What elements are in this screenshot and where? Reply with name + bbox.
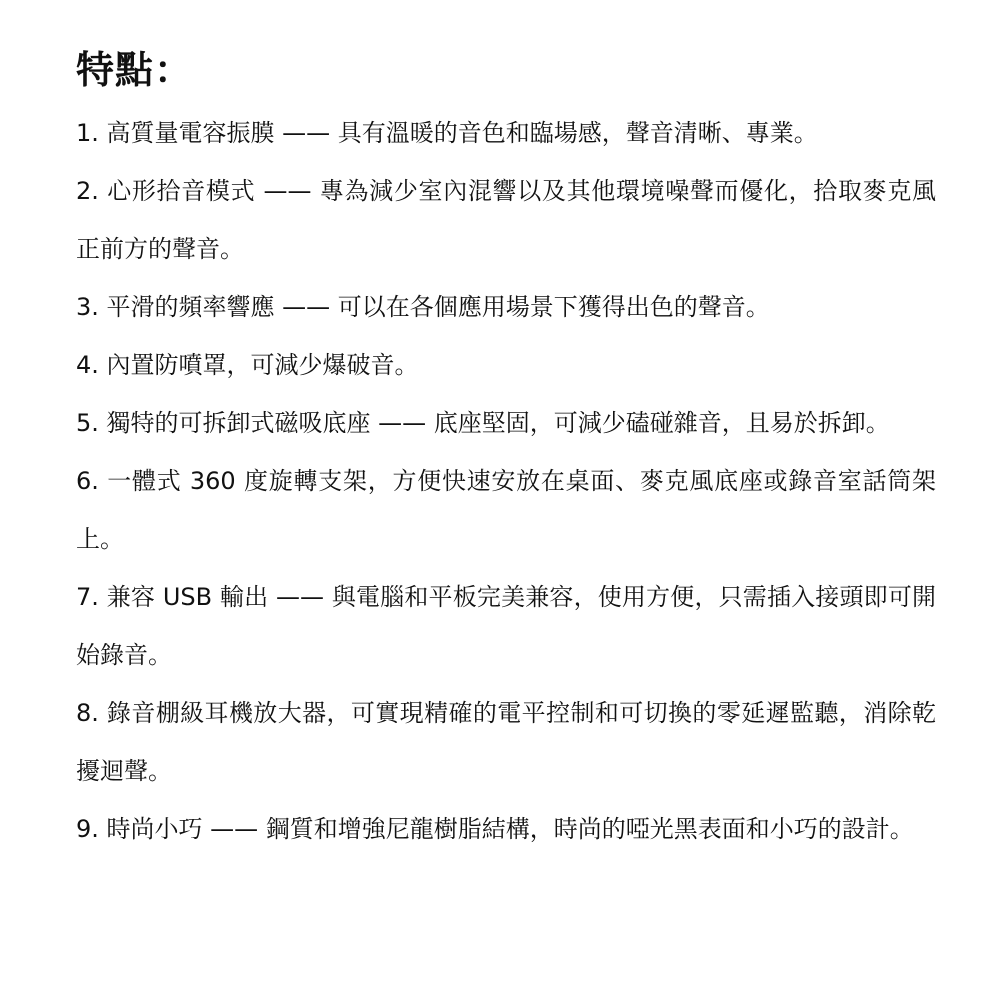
- feature-item-3: 3. 平滑的頻率響應 —— 可以在各個應用場景下獲得出色的聲音。: [76, 293, 770, 321]
- feature-item-5: 5. 獨特的可拆卸式磁吸底座 —— 底座堅固，可減少磕碰雜音，且易於拆卸。: [76, 409, 890, 437]
- feature-item-7: 7. 兼容 USB 輸出 —— 與電腦和平板完美兼容，使用方便，只需插入接頭即可開始錄音。: [76, 583, 936, 669]
- feature-item-9: 9. 時尚小巧 —— 鋼質和增強尼龍樹脂結構，時尚的啞光黑表面和小巧的設計。: [76, 815, 914, 843]
- feature-item-1: 1. 高質量電容振膜 —— 具有溫暖的音色和臨場感，聲音清晰、專業。: [76, 119, 818, 147]
- feature-item-2: 2. 心形拾音模式 —— 專為減少室內混響以及其他環境噪聲而優化，拾取麥克風正前方的聲音。: [76, 177, 936, 263]
- page-title: 特點：: [76, 48, 194, 92]
- feature-item-8: 8. 錄音棚級耳機放大器，可實現精確的電平控制和可切換的零延遲監聽，消除乾擾迴聲。: [76, 699, 936, 785]
- feature-list: [76, 104, 936, 858]
- feature-item-6: 6. 一體式 360 度旋轉支架，方便快速安放在桌面、麥克風底座或錄音室話筒架上。: [76, 467, 936, 553]
- feature-item-4: 4. 內置防噴罩，可減少爆破音。: [76, 351, 419, 379]
- feature-document: [76, 38, 936, 858]
